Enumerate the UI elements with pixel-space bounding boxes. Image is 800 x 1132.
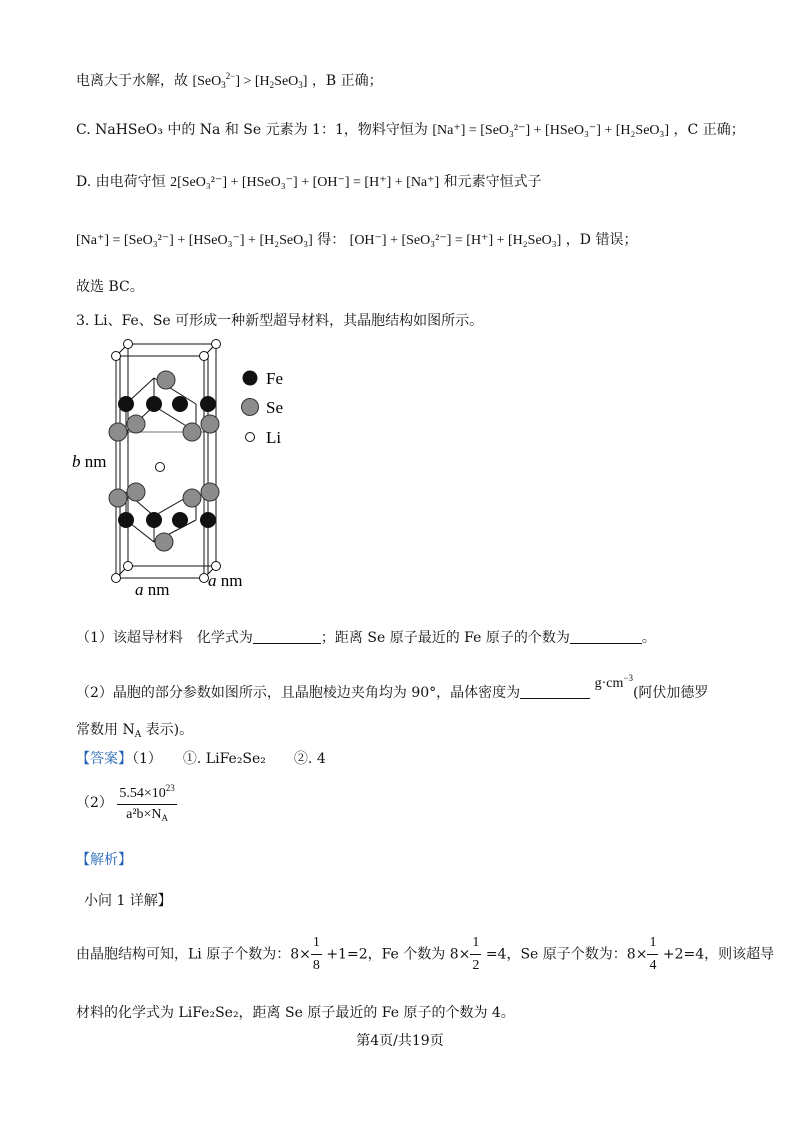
q2-blank-density[interactable] [520, 684, 590, 699]
line3-prefix: D. 由电荷守恒 [76, 174, 166, 190]
legend-se-marker [242, 399, 259, 416]
b-dimension-label: b nm [72, 452, 107, 471]
line3-equation: 2[SeO₃²⁻] + [HSeO₃⁻] + [OH⁻] = [H⁺] + [Na⁺] [170, 175, 440, 190]
line3-suffix: 和元素守恒式子 [443, 174, 542, 190]
answer-part-1 [76, 749, 326, 769]
q1-middle: ；距离 Se 原子最近的 Fe 原子的个数为 [320, 630, 570, 646]
line4-equation-2: [OH⁻] + [SeO₃²⁻] = [H⁺] + [H₂SeO₃] [349, 233, 562, 248]
line2-suffix: ，C 正确； [673, 122, 745, 138]
a-dimension-label-side: a nm [208, 571, 243, 590]
answer-part-1-text: （1） ①. LiFe₂Se₂ ②. 4 [132, 751, 326, 767]
answer-fraction: $\frac{5.54\times 10^{23}}{a^2b\times N_A}$ [117, 778, 176, 828]
text-line-1 [76, 66, 383, 95]
q2-suffix: (阿伏加德罗 [632, 685, 709, 701]
answer-part-2 [76, 778, 177, 828]
answer-part-2-label: （2） [76, 795, 113, 811]
line1-prefix: 电离大于水解，故 [76, 73, 188, 89]
text-line-3 [76, 172, 542, 193]
legend-fe-label: Fe [266, 369, 283, 388]
analysis-subheading: 小问 1 详解】 [84, 893, 172, 909]
q1-suffix: 。 [641, 630, 656, 646]
q1-blank-formula[interactable] [253, 629, 321, 644]
question-1 [76, 628, 656, 648]
line2-equation: [Na⁺] = [SeO₃²⁻] + [HSeO₃⁻] + [H₂SeO₃] [432, 123, 670, 138]
legend-fe-marker [243, 371, 258, 386]
page-footer: 第4页/共19页 [356, 1033, 444, 1049]
a-dimension-label-bottom: a nm [135, 580, 170, 599]
q2-prefix: （2）晶胞的部分参数如图所示，且晶胞棱边夹角均为 90°，晶体密度为 [76, 685, 521, 701]
q2-unit: $g\cdot cm^{-3}$ [594, 673, 633, 691]
q1-prefix: （1）该超导材料 化学式为 [76, 630, 253, 646]
question-2 [76, 673, 709, 704]
line4-suffix: ，D 错误； [565, 232, 638, 248]
legend-li-label: Li [266, 428, 282, 447]
line2-prefix: C. NaHSeO₃ 中的 Na 和 Se 元素为 1：1，物料守恒为 [76, 122, 428, 138]
legend-li-marker [246, 433, 255, 442]
q1-blank-count[interactable] [570, 629, 642, 644]
question-2-line-2: 常数用 $N_A$ 表示)。 [76, 722, 194, 740]
conclusion-line: 故选 BC。 [76, 279, 144, 295]
analysis-line-2: 材料的化学式为 LiFe₂Se₂，距离 Se 原子最近的 Fe 原子的个数为 4。 [76, 1005, 515, 1021]
text-line-2 [76, 120, 745, 141]
analysis-line-1: 由晶胞结构可知，Li 原子个数为：8× $\frac{1}{8}$ +1=2，Fe 个数为 8× $\frac{1}{2}$ =4，Se 原子个数为：8× $\frac{1}{4}$ +2=4，则该超导 [76, 932, 774, 977]
answer-tag: 【答案】 [76, 751, 132, 767]
analysis-tag: 【解析】 [76, 852, 132, 868]
question-3-stem: 3. Li、Fe、Se 可形成一种新型超导材料，其晶胞结构如图所示。 [76, 313, 484, 329]
line1-suffix: ，B 正确； [311, 73, 383, 89]
line4-middle: 得： [317, 232, 346, 248]
line1-equation: $[SeO_3^{2-}] > [H_2SeO_3]$ [192, 71, 308, 90]
line4-equation-1: [Na⁺] = [SeO₃²⁻] + [HSeO₃⁻] + [H₂SeO₃] [76, 233, 313, 248]
crystal-cell-figure [68, 336, 308, 606]
legend-se-label: Se [266, 398, 283, 417]
text-line-4 [76, 230, 637, 251]
